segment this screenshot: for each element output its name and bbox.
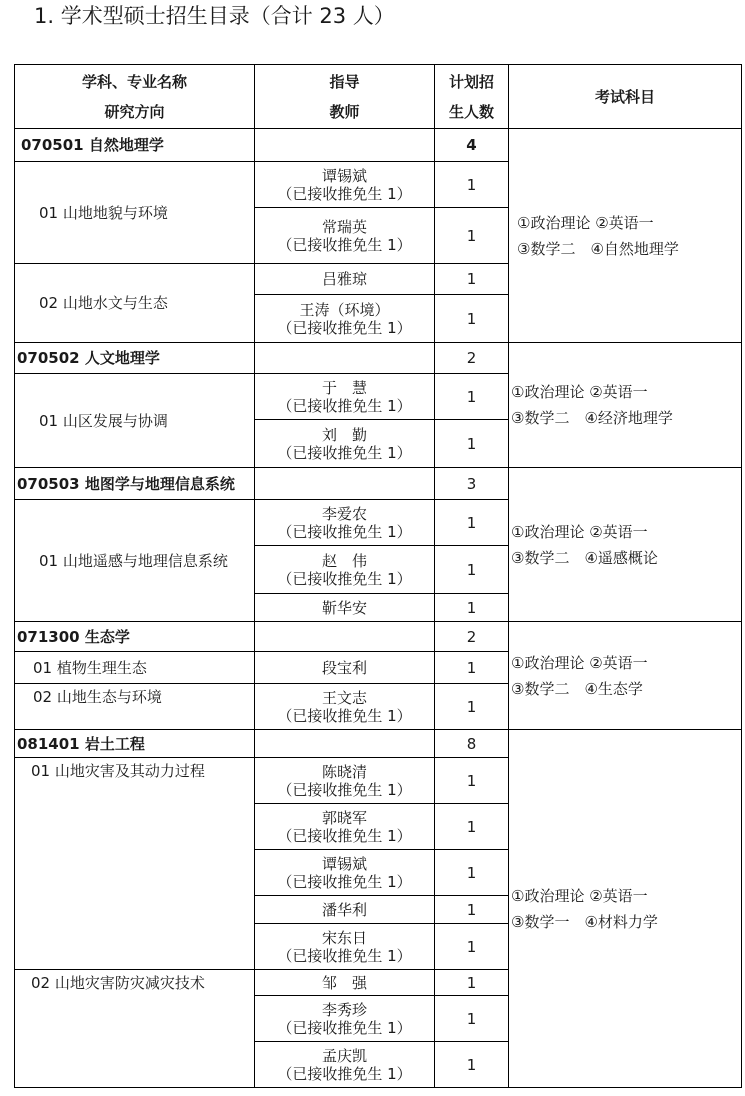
advisor-cell: 李爱农 （已接收推免生 1） [255,500,435,546]
header-exam: 考试科目 [509,65,742,129]
quota-cell: 1 [435,850,509,896]
advisor-cell: 谭锡斌 （已接收推免生 1） [255,162,435,208]
section-count: 2 [435,343,509,374]
quota-cell: 1 [435,374,509,420]
section-count: 8 [435,730,509,758]
quota-cell: 1 [435,804,509,850]
direction-name: 01 山区发展与协调 [15,374,255,468]
quota-cell: 1 [435,295,509,343]
exam-subjects: ①政治理论 ②英语一 ③数学二 ④生态学 [509,622,742,730]
advisor-cell: 潘华利 [255,896,435,924]
direction-name: 01 植物生理生态 [15,652,255,684]
exam-subjects: ①政治理论 ②英语一 ③数学一 ④材料力学 [509,730,742,1088]
quota-cell: 1 [435,924,509,970]
quota-cell: 1 [435,264,509,295]
direction-name: 01 山地地貌与环境 [15,162,255,264]
section-name: 071300 生态学 [15,622,255,652]
quota-cell: 1 [435,208,509,264]
advisor-cell: 郭晓军 （已接收推免生 1） [255,804,435,850]
advisor-cell: 邹 强 [255,970,435,996]
quota-cell: 1 [435,162,509,208]
advisor-cell: 李秀珍 （已接收推免生 1） [255,996,435,1042]
section-row [15,730,742,758]
direction-name: 02 山地水文与生态 [15,264,255,343]
header-quota: 计划招 生人数 [435,65,509,129]
advisor-cell: 谭锡斌 （已接收推免生 1） [255,850,435,896]
advisor-cell: 陈晓清 （已接收推免生 1） [255,758,435,804]
section-count: 2 [435,622,509,652]
empty-cell [255,468,435,500]
direction-name: 01 山地遥感与地理信息系统 [15,500,255,622]
quota-cell: 1 [435,500,509,546]
advisor-cell: 靳华安 [255,594,435,622]
enrollment-table [14,64,742,1088]
section-row [15,622,742,652]
section-count: 3 [435,468,509,500]
quota-cell: 1 [435,594,509,622]
advisor-cell: 刘 勤 （已接收推免生 1） [255,420,435,468]
advisor-cell: 于 慧 （已接收推免生 1） [255,374,435,420]
section-row [15,343,742,374]
direction-name: 01 山地灾害及其动力过程 [15,758,255,970]
advisor-cell: 王涛（环境） （已接收推免生 1） [255,295,435,343]
advisor-cell: 孟庆凯 （已接收推免生 1） [255,1042,435,1088]
advisor-cell: 段宝利 [255,652,435,684]
quota-cell: 1 [435,1042,509,1088]
empty-cell [255,343,435,374]
quota-cell: 1 [435,896,509,924]
exam-subjects: ①政治理论 ②英语一 ③数学二 ④经济地理学 [509,343,742,468]
section-name: 070501 自然地理学 [15,129,255,162]
advisor-cell: 常瑞英 （已接收推免生 1） [255,208,435,264]
header-advisor: 指导 教师 [255,65,435,129]
empty-cell [255,730,435,758]
exam-subjects: ①政治理论 ②英语一 ③数学二 ④自然地理学 [509,129,742,343]
exam-subjects: ①政治理论 ②英语一 ③数学二 ④遥感概论 [509,468,742,622]
quota-cell: 1 [435,758,509,804]
direction-name: 02 山地灾害防灾减灾技术 [15,970,255,1088]
quota-cell: 1 [435,996,509,1042]
quota-cell: 1 [435,546,509,594]
table-header-row [15,65,742,129]
section-count: 4 [435,129,509,162]
advisor-cell: 王文志 （已接收推免生 1） [255,684,435,730]
header-subject: 学科、专业名称 研究方向 [15,65,255,129]
section-row [15,129,742,162]
empty-cell [255,129,435,162]
advisor-cell: 宋东日 （已接收推免生 1） [255,924,435,970]
empty-cell [255,622,435,652]
advisor-cell: 吕雅琼 [255,264,435,295]
page-title: 1. 学术型硕士招生目录（合计 23 人） [34,4,395,28]
section-name: 070502 人文地理学 [15,343,255,374]
advisor-cell: 赵 伟 （已接收推免生 1） [255,546,435,594]
direction-name: 02 山地生态与环境 [15,684,255,730]
quota-cell: 1 [435,652,509,684]
quota-cell: 1 [435,420,509,468]
quota-cell: 1 [435,684,509,730]
section-row [15,468,742,500]
section-name: 081401 岩土工程 [15,730,255,758]
section-name: 070503 地图学与地理信息系统 [15,468,255,500]
quota-cell: 1 [435,970,509,996]
